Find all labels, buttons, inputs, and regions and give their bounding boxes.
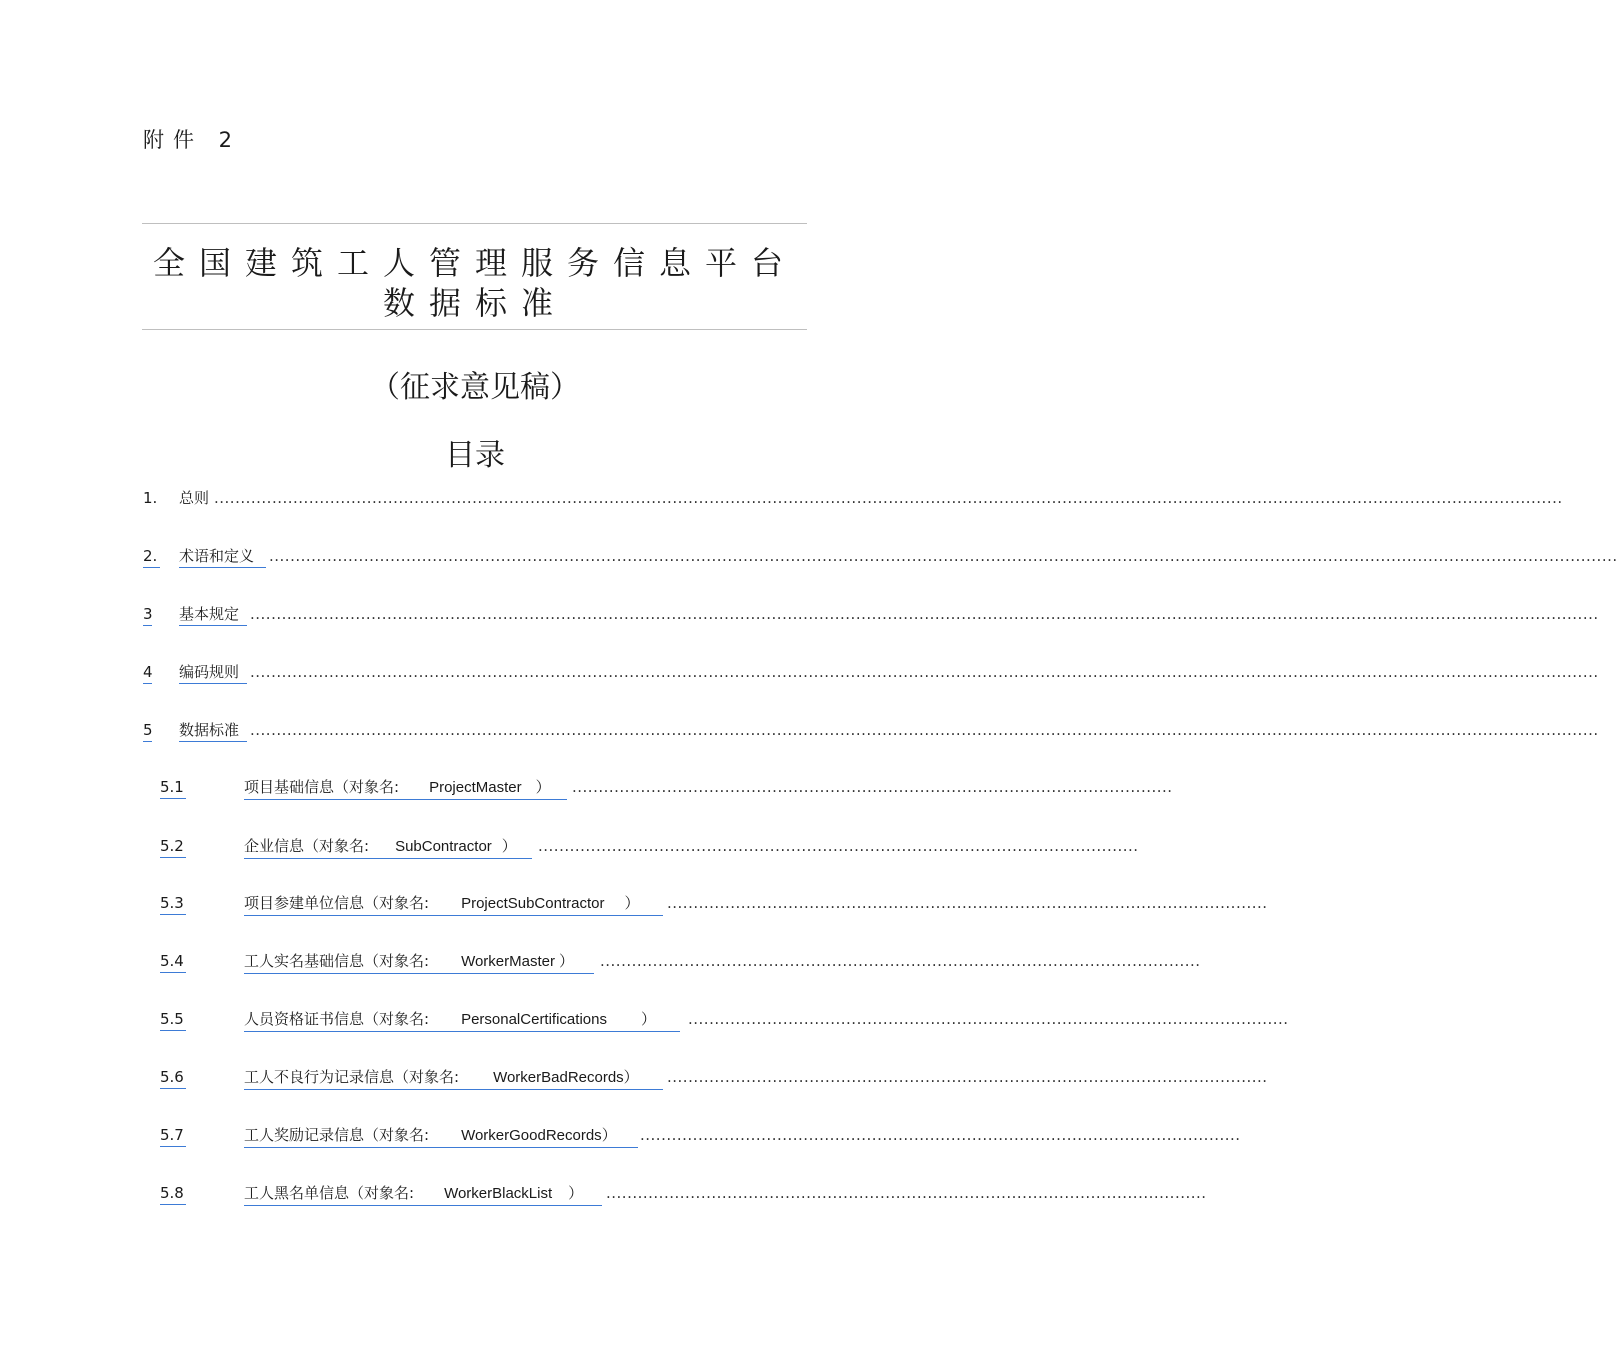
toc-item-number: 5.2 bbox=[160, 836, 186, 858]
toc-object-name: WorkerGoodRecords bbox=[461, 1127, 602, 1144]
toc-item-title: 编码规则 bbox=[179, 662, 247, 684]
toc-dot-leader: .................................................................................................................. bbox=[606, 1184, 1207, 1202]
toc-item-number: 1. bbox=[143, 489, 158, 507]
toc-dot-leader: ................................................................................................................................................................................................................................................................ bbox=[250, 721, 1599, 739]
toc-item-title: 企业信息（对象名: bbox=[244, 837, 370, 855]
toc-item-title: 术语和定义 bbox=[179, 546, 266, 568]
toc-item-title: 工人实名基础信息（对象名: bbox=[244, 952, 430, 970]
toc-dot-leader: .................................................................................................................. bbox=[538, 837, 1139, 855]
document-title-line1: 全国建筑工人管理服务信息平台 bbox=[152, 244, 797, 282]
toc-dot-leader: ................................................................................................................................................................................................................................................................ bbox=[250, 605, 1599, 623]
toc-dot-leader: .................................................................................................................. bbox=[600, 952, 1201, 970]
toc-dot-leader: .................................................................................................................. bbox=[667, 1068, 1268, 1086]
document-subtitle: （征求意见稿） bbox=[370, 370, 580, 405]
toc-dot-leader: .................................................................................................................. bbox=[572, 778, 1173, 796]
toc-object-name: SubContractor bbox=[395, 838, 492, 855]
toc-dot-leader: ................................................................................................................................................................................................................................................................ bbox=[250, 663, 1599, 681]
toc-subitem-5-7[interactable] bbox=[160, 1125, 1241, 1147]
toc-close-paren: ） bbox=[624, 894, 640, 912]
toc-item-2[interactable] bbox=[143, 546, 1618, 568]
toc-object-name: WorkerMaster bbox=[461, 953, 555, 970]
toc-item-number: 4 bbox=[143, 662, 152, 684]
toc-close-paren: ） bbox=[640, 1010, 656, 1028]
toc-item-1[interactable] bbox=[143, 488, 1563, 510]
toc-item-3[interactable] bbox=[143, 604, 1599, 626]
toc-item-number: 5.8 bbox=[160, 1183, 186, 1205]
toc-object-name: WorkerBadRecords bbox=[493, 1069, 624, 1086]
toc-item-title: 基本规定 bbox=[179, 604, 247, 626]
toc-dot-leader: .................................................................................................................. bbox=[667, 894, 1268, 912]
toc-item-number: 2. bbox=[143, 546, 160, 568]
toc-subitem-5-5[interactable] bbox=[160, 1009, 1289, 1031]
toc-dot-leader: .................................................................................................................. bbox=[640, 1126, 1241, 1144]
toc-item-title: 项目基础信息（对象名: bbox=[244, 778, 400, 796]
toc-item-title: 人员资格证书信息（对象名: bbox=[244, 1010, 430, 1028]
title-bottom-rule bbox=[142, 329, 807, 330]
toc-item-title: 总则 bbox=[179, 489, 210, 507]
toc-item-number: 5.7 bbox=[160, 1125, 186, 1147]
toc-item-number: 5.4 bbox=[160, 951, 186, 973]
toc-item-title: 项目参建单位信息（对象名: bbox=[244, 894, 430, 912]
toc-item-title: 数据标准 bbox=[179, 720, 247, 742]
title-top-rule bbox=[142, 223, 807, 224]
toc-item-number: 3 bbox=[143, 604, 152, 626]
toc-item-4[interactable] bbox=[143, 662, 1599, 684]
toc-close-paren: ） bbox=[623, 1068, 639, 1086]
toc-subitem-5-8[interactable] bbox=[160, 1183, 1207, 1205]
document-title-line2: 数据标准 bbox=[382, 284, 567, 322]
attachment-label: 附件 2 bbox=[143, 128, 242, 152]
toc-item-number: 5.1 bbox=[160, 777, 186, 799]
toc-object-name: ProjectSubContractor bbox=[461, 895, 605, 912]
toc-close-paren: ） bbox=[535, 778, 551, 796]
toc-close-paren: ） bbox=[601, 1126, 617, 1144]
toc-dot-leader: ................................................................................................................................................................................................................................................................ bbox=[269, 547, 1618, 565]
toc-subitem-5-4[interactable] bbox=[160, 951, 1201, 973]
toc-subitem-5-1[interactable] bbox=[160, 777, 1173, 799]
toc-dot-leader: ................................................................................................................................................................................................................................................................ bbox=[214, 489, 1563, 507]
toc-heading: 目录 bbox=[445, 438, 505, 473]
toc-item-title: 工人不良行为记录信息（对象名: bbox=[244, 1068, 460, 1086]
toc-close-paren: ） bbox=[558, 952, 574, 970]
toc-item-title: 工人奖励记录信息（对象名: bbox=[244, 1126, 430, 1144]
toc-close-paren: ） bbox=[501, 837, 517, 855]
toc-subitem-5-2[interactable] bbox=[160, 836, 1139, 858]
toc-item-5[interactable] bbox=[143, 720, 1599, 742]
toc-dot-leader: .................................................................................................................. bbox=[688, 1010, 1289, 1028]
toc-item-number: 5.3 bbox=[160, 893, 186, 915]
toc-item-number: 5.5 bbox=[160, 1009, 186, 1031]
toc-item-title: 工人黑名单信息（对象名: bbox=[244, 1184, 415, 1202]
toc-object-name: PersonalCertifications bbox=[461, 1011, 607, 1028]
toc-subitem-5-6[interactable] bbox=[160, 1067, 1268, 1089]
toc-object-name: ProjectMaster bbox=[429, 779, 522, 796]
toc-item-number: 5 bbox=[143, 720, 152, 742]
toc-close-paren: ） bbox=[568, 1184, 584, 1202]
toc-subitem-5-3[interactable] bbox=[160, 893, 1268, 915]
toc-object-name: WorkerBlackList bbox=[444, 1185, 553, 1202]
toc-item-number: 5.6 bbox=[160, 1067, 186, 1089]
